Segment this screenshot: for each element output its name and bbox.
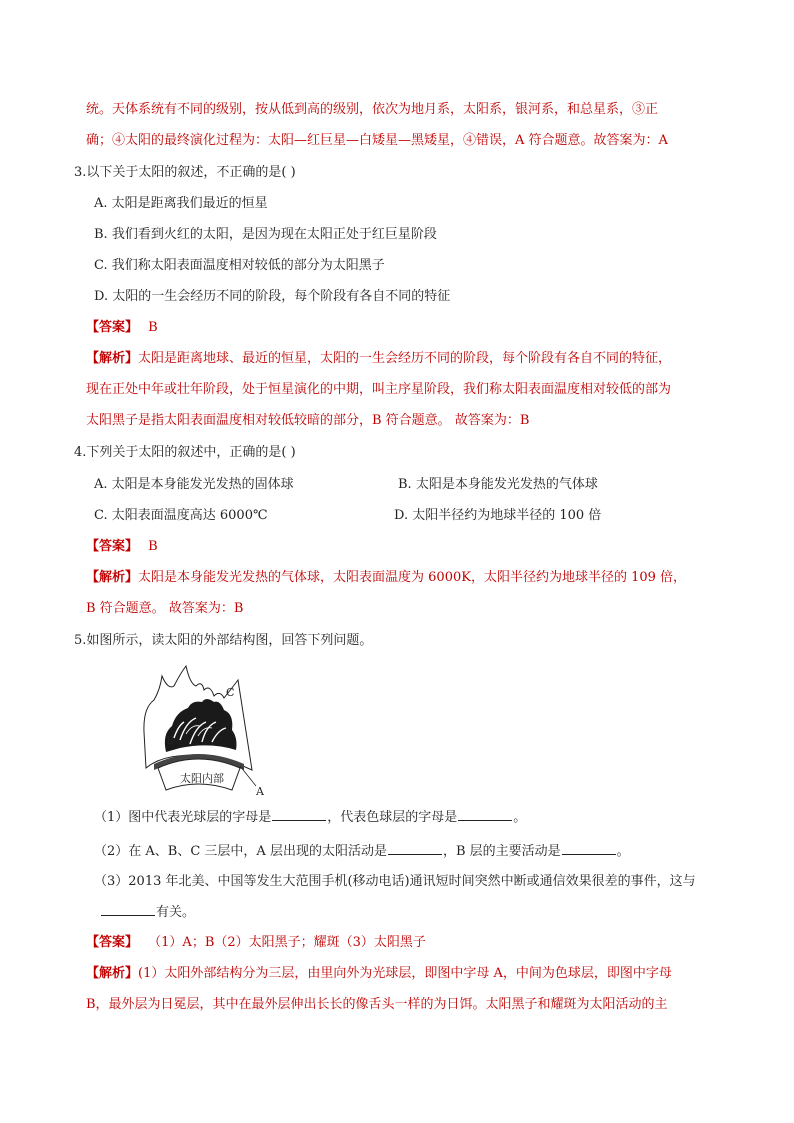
question-4-analysis-line-1 [86,569,686,587]
answer-label: 【答案】 [86,935,139,950]
question-3-analysis-line-3: 太阳黑子是指太阳表面温度相对较低较暗的部分，B 符合题意。 故答案为：B [86,413,530,428]
label-a: A [256,785,264,795]
label-c: C [226,686,235,699]
sub-1-text-a: （1）图中代表光球层的字母是 [94,810,272,825]
question-5-answer [86,934,426,952]
sun-structure-figure [140,660,280,795]
answer-blank[interactable] [388,842,442,855]
question-5-sub-3-line-2 [100,903,195,922]
carry-over-line-2: 确；④太阳的最终演化过程为：太阳—红巨星—白矮星—黑矮星，④错误，A 符合题意。故答案为：A [86,133,668,148]
question-4-option-b: B. 太阳是本身能发光发热的气体球 [398,477,598,492]
question-5-sub-3-line-1: （3）2013 年北美、中国等发生大范围手机(移动电话)通讯短时间突然中断或通信效果很差的事件，这与 [94,874,696,889]
sub-1-text-b: ，代表色球层的字母是 [327,810,458,825]
answer-value: （1）A；B（2）太阳黑子；耀斑（3）太阳黑子 [148,935,426,950]
question-3-answer [86,319,158,337]
question-4-stem: 4.下列关于太阳的叙述中，正确的是( ) [74,445,296,460]
analysis-text: 太阳是距离地球、最近的恒星，太阳的一生会经历不同的阶段，每个阶段有各自不同的特征， [138,351,672,366]
analysis-label: 【解析】 [86,966,139,981]
interior-label: 太阳内部 [180,772,224,785]
answer-blank[interactable] [101,903,155,916]
answer-blank[interactable] [458,808,512,821]
question-5-analysis-line-1 [86,965,672,983]
question-3-analysis-line-1 [86,350,671,368]
answer-value: B [148,539,158,554]
question-4-option-c: C. 太阳表面温度高达 6000℃ [94,508,268,523]
question-5-analysis-line-2: B，最外层为日冕层，其中在最外层伸出长长的像舌头一样的为日饵。太阳黑子和耀斑为太阳活动的主 [86,997,668,1012]
question-5-sub-1 [94,808,526,827]
question-3-option-b: B. 我们看到火红的太阳，是因为现在太阳正处于红巨星阶段 [94,227,437,242]
sub-2-text-c: 。 [616,844,630,859]
carry-over-line-1: 统。天体系统有不同的级别，按从低到高的级别，依次为地月系，太阳系，银河系，和总星系，③正 [86,102,659,117]
sub-1-text-c: 。 [513,810,527,825]
question-3-stem: 3.以下关于太阳的叙述，不正确的是( ) [74,165,296,180]
question-5-sub-2 [94,842,630,861]
question-4-analysis-line-2: B 符合题意。 故答案为：B [86,601,244,616]
answer-blank[interactable] [272,808,326,821]
answer-value: B [148,320,158,335]
answer-label: 【答案】 [86,539,139,554]
question-4-option-d: D. 太阳半径约为地球半径的 100 倍 [394,508,602,523]
analysis-text: 太阳是本身能发光发热的气体球，太阳表面温度为 6000K，太阳半径约为地球半径的 109 倍， [138,570,687,585]
sub-3-text-b: 有关。 [156,905,196,920]
answer-blank[interactable] [562,842,616,855]
sub-2-text-b: ，B 层的主要活动是 [442,844,561,859]
question-3-analysis-line-2: 现在正处中年或壮年阶段，处于恒星演化的中期，叫主序星阶段，我们称太阳表面温度相对较低的部为 [86,382,672,397]
question-3-option-c: C. 我们称太阳表面温度相对较低的部分为太阳黑子 [94,258,385,273]
analysis-text: (1）太阳外部结构分为三层，由里向外为光球层，即图中字母 A，中间为色球层，即图中字母 [138,966,672,981]
question-3-option-d: D. 太阳的一生会经历不同的阶段，每个阶段有各自不同的特征 [94,289,451,304]
sub-2-text-a: （2）在 A、B、C 三层中，A 层出现的太阳活动是 [94,844,387,859]
analysis-label: 【解析】 [86,570,139,585]
answer-label: 【答案】 [86,320,139,335]
question-5-stem: 5.如图所示，读太阳的外部结构图，回答下列问题。 [74,633,373,648]
question-3-option-a: A. 太阳是距离我们最近的恒星 [94,196,268,211]
question-4-option-a: A. 太阳是本身能发光发热的固体球 [94,477,294,492]
label-b: B [166,734,175,747]
question-4-answer [86,538,158,556]
analysis-label: 【解析】 [86,351,139,366]
